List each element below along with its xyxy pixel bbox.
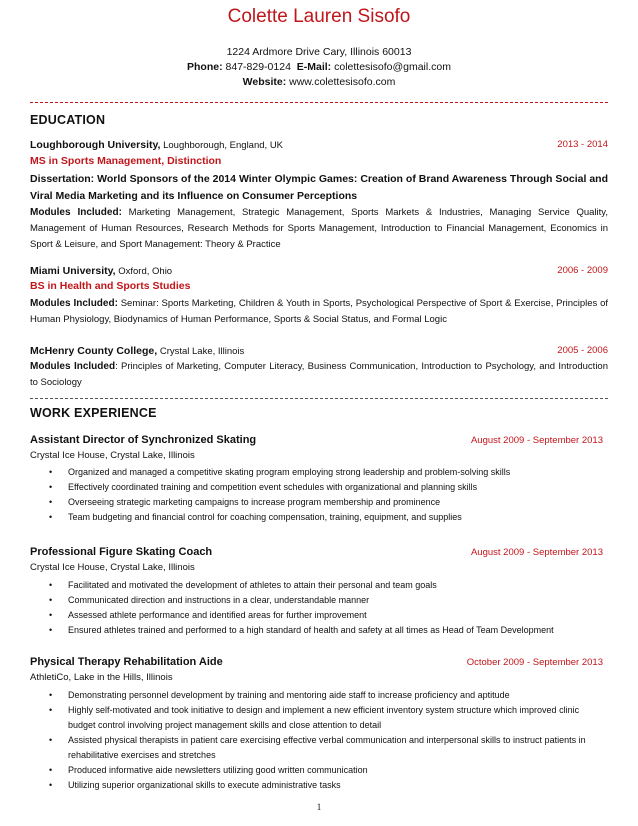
phone-email-line xyxy=(30,61,608,73)
institution-location: Crystal Lake, Illinois xyxy=(159,346,245,357)
job-bullets xyxy=(30,465,608,525)
job-header-synchro xyxy=(30,434,608,449)
modules-paragraph xyxy=(30,296,608,328)
institution-name: Miami University, xyxy=(30,265,116,277)
website-line xyxy=(30,76,608,88)
list-item: • Ensured athletes trained and performed to a high standard of health and safety at all times as Head of Team Development xyxy=(30,623,608,638)
list-item: • Organized and managed a competitive skating program employing strong leadership and problem-solving skills xyxy=(30,465,608,480)
list-item: • Utilizing superior organizational skills to execute administrative tasks xyxy=(30,778,608,793)
list-item: • Assessed athlete performance and identified areas for further improvement xyxy=(30,608,608,623)
job-dates: October 2009 - September 2013 xyxy=(466,657,603,668)
bullet-icon: • xyxy=(49,735,53,745)
dissertation: Dissertation: World Sponsors of the 2014 Winter Olympic Games: Creation of Brand Awareness Through Social and Viral Media Marketing and its Influence on Consumer Perceptions xyxy=(30,173,608,202)
address-line: 1224 Ardmore Drive Cary, Illinois 60013 xyxy=(226,46,412,58)
bullet-icon: • xyxy=(49,705,53,715)
bullet-icon: • xyxy=(49,482,53,492)
bullet-icon: • xyxy=(49,595,53,605)
modules-paragraph xyxy=(30,359,608,391)
list-item: • Produced informative aide newsletters utilizing good written communication xyxy=(30,763,608,778)
bullet-icon: • xyxy=(49,780,53,790)
job-bullets xyxy=(30,578,608,638)
job-dates: August 2009 - September 2013 xyxy=(470,435,603,446)
list-item: • Assisted physical therapists in patient care exercising effective verbal communication and interpersonal skills to instruct patients in rehabilitative exercises and stretches xyxy=(49,735,586,760)
job-dates: August 2009 - September 2013 xyxy=(470,547,603,558)
list-item: • Communicated direction and instructions in a clear, understandable manner xyxy=(30,593,608,608)
bullet-icon: • xyxy=(49,580,53,590)
phone-label: Phone: xyxy=(187,61,223,73)
job-org: Crystal Ice House, Crystal Lake, Illinois xyxy=(30,450,195,461)
edu-entry-miami xyxy=(30,264,608,278)
job-org: AthletiCo, Lake in the Hills, Illinois xyxy=(30,672,173,683)
institution-location: Loughborough, England, UK xyxy=(163,140,284,151)
work-heading: WORK EXPERIENCE xyxy=(30,406,157,420)
education-heading: EDUCATION xyxy=(30,113,106,127)
modules-list: : Principles of Marketing, Computer Literacy, Business Communication, Introduction to Psychology, and Introduction to Sociology xyxy=(30,361,609,388)
edu-dates: 2013 - 2014 xyxy=(557,139,608,150)
edu-entry-loughborough xyxy=(30,138,608,152)
header-divider xyxy=(30,102,608,103)
page-number: 1 xyxy=(316,802,322,812)
list-item: • Team budgeting and financial control for coaching compensation, training, equipment, and supplies xyxy=(30,510,608,525)
website-label: Website: xyxy=(242,76,287,88)
job-title: Assistant Director of Synchronized Skating xyxy=(30,434,257,446)
website-link[interactable]: www.colettesisofo.com xyxy=(289,76,396,88)
modules-list: Seminar: Sports Marketing, Children & Youth in Sports, Psychological Perspective of Sport & Exercise, Principles of Human Physiology, Biodynamics of Human Performance, Sports & Social Status, and Formal Logic xyxy=(30,298,608,325)
list-item: • Highly self-motivated and took initiative to design and implement a new efficient inventory system structure which improved clinic budget control involving project management skills and close attention to detail xyxy=(49,705,580,730)
modules-label: Modules Included: xyxy=(30,298,118,309)
bullet-icon: • xyxy=(49,497,53,507)
list-item: • Demonstrating personnel development by training and mentoring aide staff to increase proficiency and aptitude xyxy=(30,688,608,703)
job-bullets xyxy=(30,688,608,793)
job-header-coach xyxy=(30,546,608,561)
email-label: E-Mail: xyxy=(296,61,332,73)
bullet-icon: • xyxy=(49,512,53,522)
list-item: • Overseeing strategic marketing campaigns to increase program membership and prominence xyxy=(30,495,608,510)
degree-title: BS in Health and Sports Studies xyxy=(30,280,191,292)
list-item: • Effectively coordinated training and competition event schedules with organizational and planning skills xyxy=(30,480,608,495)
institution-location: Oxford, Ohio xyxy=(118,266,173,277)
degree-title: MS in Sports Management, Distinction xyxy=(30,155,222,167)
edu-dates: 2005 - 2006 xyxy=(557,345,608,356)
job-org: Crystal Ice House, Crystal Lake, Illinois xyxy=(30,562,195,573)
institution-name: Loughborough University, xyxy=(30,139,161,151)
candidate-name: Colette Lauren Sisofo xyxy=(227,6,411,27)
modules-paragraph xyxy=(30,205,608,253)
job-header-pt-aide xyxy=(30,656,608,671)
bullet-icon: • xyxy=(49,625,53,635)
section-divider xyxy=(30,398,608,399)
bullet-icon: • xyxy=(49,610,53,620)
modules-list: Marketing Management, Strategic Management, Sports Markets & Industries, Managing Service Quality, Management of Human Resources, Research Methods for Sports Management, Introduction to Financial Management, Economics in Sport & Leisure, and Sport Management: Theory & Practice xyxy=(30,207,608,250)
modules-label: Modules Included xyxy=(30,361,116,372)
edu-entry-mchenry xyxy=(30,344,608,358)
job-title: Professional Figure Skating Coach xyxy=(30,546,213,558)
bullet-icon: • xyxy=(49,467,53,477)
email-value[interactable]: colettesisofo@gmail.com xyxy=(334,61,451,73)
edu-dates: 2006 - 2009 xyxy=(557,265,608,276)
list-item: • Facilitated and motivated the development of athletes to attain their personal and team goals xyxy=(30,578,608,593)
institution-name: McHenry County College, xyxy=(30,345,158,357)
bullet-icon: • xyxy=(49,765,53,775)
modules-label: Modules Included: xyxy=(30,207,122,218)
bullet-icon: • xyxy=(49,690,53,700)
job-title: Physical Therapy Rehabilitation Aide xyxy=(30,656,223,668)
phone-value: 847-829-0124 xyxy=(225,61,291,73)
